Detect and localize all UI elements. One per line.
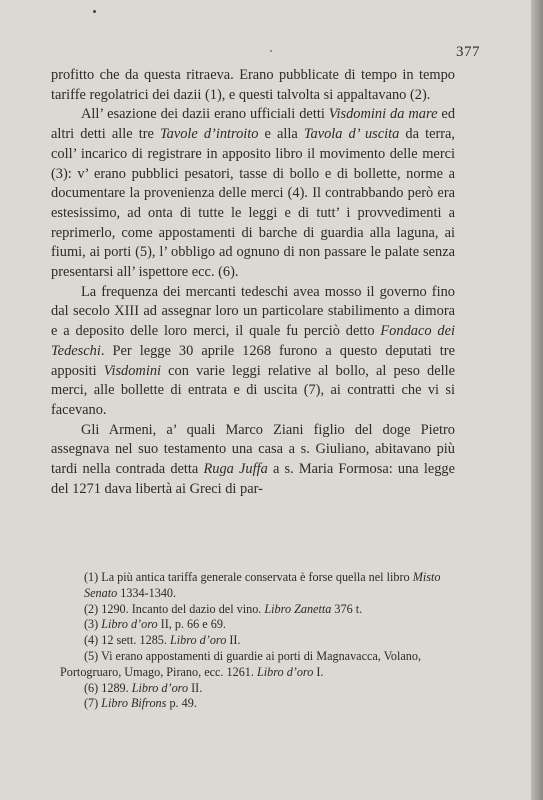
- text-run: . Per legge 30 aprile 1268 furono a questo deputati tre appositi: [51, 342, 455, 379]
- footnote-run: II.: [188, 680, 203, 695]
- footnote-run: p. 49.: [166, 696, 197, 711]
- footnote: [60, 649, 446, 681]
- paragraph: [51, 421, 455, 500]
- footnote-run: I.: [313, 664, 324, 679]
- italic-source: Libro d’oro: [101, 617, 158, 632]
- ink-speck: [270, 50, 272, 52]
- footnote: [60, 681, 446, 697]
- main-text: [51, 66, 455, 499]
- italic-term: Ruga Juffa: [203, 461, 268, 478]
- text-run: con varie leggi relative al bollo, al peso delle merci, alle bollette di entrata e di uscita (7), ai contratti che vi si facevano.: [51, 362, 455, 418]
- spine-shadow: [531, 0, 543, 800]
- text-run: La frequenza dei mercanti tedeschi avea mosso il governo fino dal secolo XIII ad assegnar loro un particolare stabilimento a dimora e a deposito delle loro merci, il quale fu perciò detto: [51, 283, 455, 340]
- text-run: All’ esazione dei dazii erano ufficiali detti: [81, 106, 329, 123]
- footnote: [60, 633, 446, 649]
- footnote-run: (1) La più antica tariffa generale conservata è forse quella nel libro: [84, 570, 413, 584]
- paragraph: [51, 66, 455, 105]
- text-run: ed altri detti alle tre: [51, 106, 456, 143]
- italic-source: Libro d’oro: [131, 680, 189, 695]
- footnote-run: (2) 1290. Incanto del dazio del vino.: [84, 601, 265, 616]
- ink-speck: [93, 10, 96, 13]
- paragraph: [51, 283, 455, 421]
- footnote-run: (5) Vi erano appostamenti di guardie ai porti di Magnavacca, Volano, Portogruaro, Umago, Pirano, ecc. 1261.: [60, 648, 422, 679]
- footnote: [60, 602, 446, 618]
- text-run: e alla: [258, 126, 304, 143]
- italic-source: Libro d’oro: [169, 633, 227, 648]
- italic-term: Visdomini: [103, 362, 162, 379]
- italic-term: Fondaco dei Tedeschi: [51, 323, 455, 359]
- footnote: [60, 696, 446, 712]
- footnote-run: (3): [84, 617, 102, 632]
- italic-term: Tavola d’ uscita: [303, 126, 400, 143]
- footnote-run: (4) 12 sett. 1285.: [84, 633, 170, 648]
- page-number: 377: [456, 44, 480, 60]
- footnote-run: 376 t.: [331, 601, 363, 616]
- footnotes: [60, 570, 446, 712]
- footnote: [60, 617, 446, 633]
- text-run: a s. Maria Formosa: una legge del 1271 dava libertà ai Greci di par-: [51, 461, 456, 497]
- italic-source: Libro Zanetta: [264, 601, 332, 616]
- footnote: [60, 570, 446, 602]
- italic-term: Tavole d’introito: [159, 126, 259, 143]
- paragraph: [51, 105, 455, 282]
- text-run: da terra, coll’ incarico di registrare in apposito libro il movimento delle merci (3): v’ erano pubblici pesatori, tasse di bollo e di bollette, norme a documentare la provenienza delle merci (4). Il contrabbando però era estesissimo, ad onta di tutte le leggi e di tutt’ i provvedimenti a reprimerlo, come appostamenti di barche di guardia alla laguna, ai fiumi, ai porti (5), l’ obbligo ad ognuno di non passare le palate senza presentarsi all’ ispettore ecc. (6).: [51, 126, 456, 281]
- text-run: profitto che da questa ritraeva. Erano pubblicate di tempo in tempo tariffe regolatrici dei dazii (1), e questi talvolta si appaltavano (2).: [51, 67, 455, 103]
- text-run: Gli Armeni, a’ quali Marco Ziani figlio del doge Pietro assegnava nel suo testamento una casa a s. Giuliano, abitavano più tardi nella contrada detta: [51, 421, 455, 478]
- italic-source: Libro Bifrons: [101, 696, 167, 711]
- footnote-run: (7): [84, 696, 102, 711]
- italic-source: Misto Senato: [84, 570, 441, 600]
- italic-source: Libro d’oro: [257, 664, 314, 679]
- footnote-run: II.: [226, 633, 241, 648]
- footnote-run: (6) 1289.: [84, 680, 132, 695]
- footnote-run: II, p. 66 e 69.: [157, 617, 226, 632]
- italic-term: Visdomini da mare: [328, 106, 438, 123]
- footnote-run: 1334-1340.: [117, 585, 177, 600]
